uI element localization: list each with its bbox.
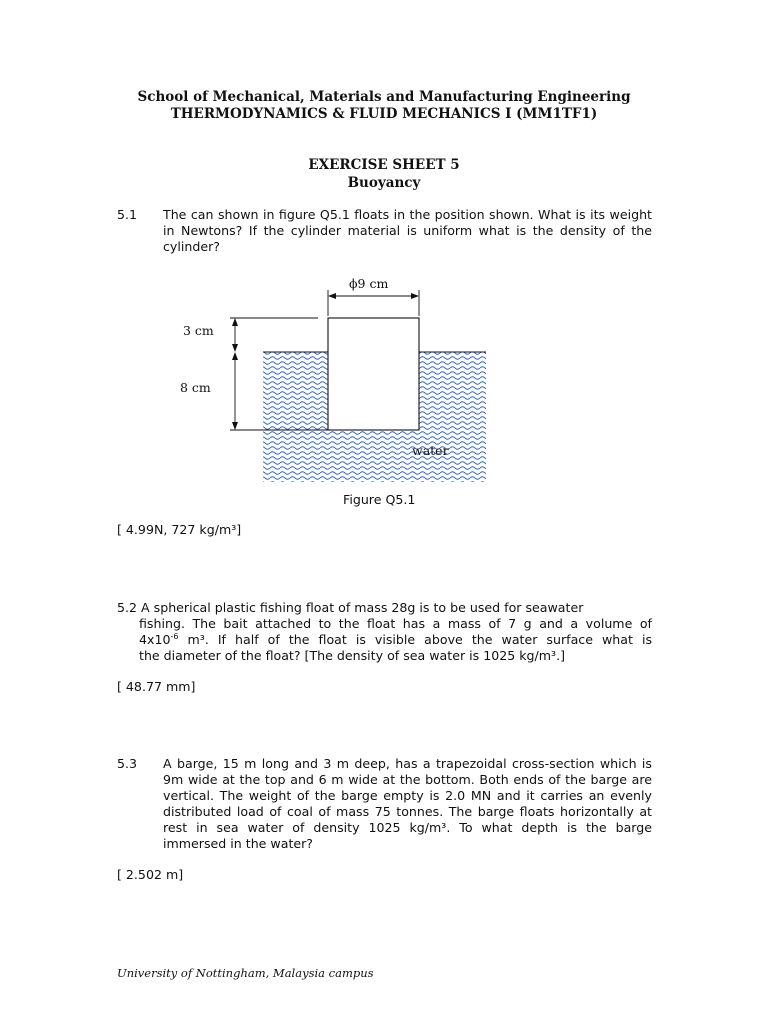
dimension-3cm-label: 3 cm bbox=[183, 323, 214, 338]
figure-caption: Figure Q5.1 bbox=[343, 492, 416, 507]
question-text-5-3: A barge, 15 m long and 3 m deep, has a trapezoidal cross-section which is 9m wide at the top and 6 m wide at the bottom. Both ends of the barge are vertical. The weight of the barge empty is 2.0 MN and it carries an evenly distributed load of coal of mass 75 tonnes. The barge floats horizontally at rest in sea water of density 1025 kg/m³. To what depth is the barge immersed in the water? bbox=[163, 756, 652, 851]
question-text-5-2-line3: $4x10^{-6}$ m³. If half of the float is visible above the water surface what is bbox=[139, 631, 652, 647]
cylinder bbox=[328, 318, 419, 430]
course-title: THERMODYNAMICS & FLUID MECHANICS I (MM1TF1) bbox=[170, 106, 598, 122]
answer-5-3: [ 2.502 m] bbox=[117, 867, 184, 882]
diameter-label: ϕ9 cm bbox=[349, 276, 389, 291]
footer: University of Nottingham, Malaysia campus bbox=[117, 966, 374, 980]
question-text-5-2-line2: fishing. The bait attached to the float has a mass of 7 g and a volume of bbox=[139, 616, 652, 631]
dimension-8cm-label: 8 cm bbox=[180, 380, 211, 395]
sheet-topic: Buoyancy bbox=[347, 175, 421, 191]
question-text-5-2-line1: 5.2 A spherical plastic fishing float of mass 28g is to be used for seawater bbox=[117, 600, 584, 615]
question-number-5-1: 5.1 bbox=[117, 207, 138, 222]
sheet-title: EXERCISE SHEET 5 bbox=[308, 157, 460, 173]
question-number-5-3: 5.3 bbox=[117, 756, 138, 771]
question-text-5-2-line4: the diameter of the float? [The density of sea water is 1025 kg/m³.] bbox=[139, 648, 566, 663]
answer-5-2: [ 48.77 mm] bbox=[117, 679, 196, 694]
answer-5-1: [ 4.99N, 727 kg/m³] bbox=[117, 522, 242, 537]
water-label: water bbox=[412, 443, 449, 458]
school-name: School of Mechanical, Materials and Manufacturing Engineering bbox=[137, 89, 631, 105]
question-text-5-1: The can shown in figure Q5.1 floats in the position shown. What is its weight in Newtons? If the cylinder material is uniform what is the density of the cylinder? bbox=[163, 207, 652, 254]
